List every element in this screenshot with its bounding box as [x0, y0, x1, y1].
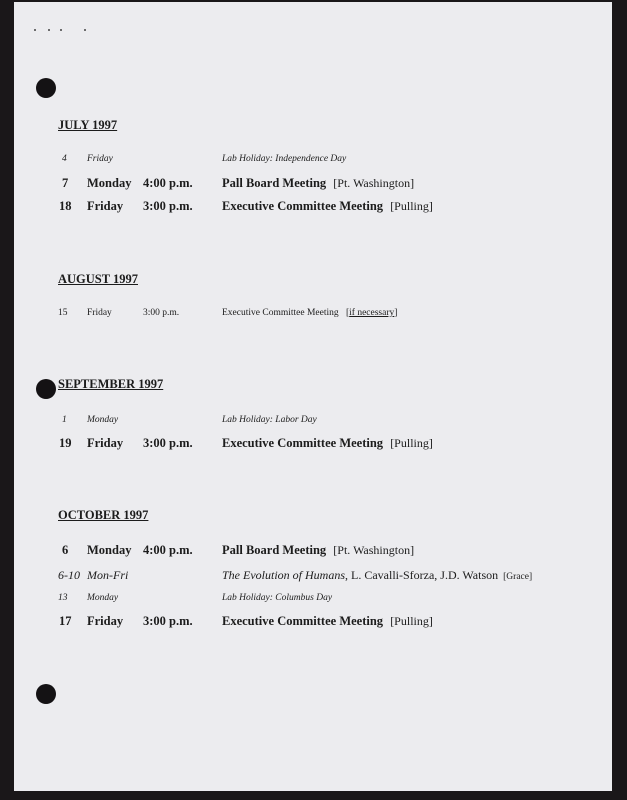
- month-heading-august: AUGUST 1997: [58, 272, 138, 286]
- entry-day: 15: [58, 308, 68, 318]
- entry-event-title: Executive Committee Meeting: [222, 199, 384, 213]
- entry-time: 4:00 p.m.: [143, 543, 193, 557]
- entry-time: 3:00 p.m.: [143, 308, 180, 318]
- entry-event-title: Executive Committee Meeting: [222, 308, 339, 318]
- entry-event: Lab Holiday: Columbus Day: [222, 593, 333, 603]
- entry-event: [222, 176, 414, 191]
- scan-speck: [34, 29, 36, 31]
- entry-weekday: Monday: [87, 543, 132, 557]
- entry-note: [Grace]: [503, 572, 533, 582]
- entry-time: 3:00 p.m.: [143, 199, 193, 213]
- entry-event-title: Executive Committee Meeting: [222, 614, 384, 628]
- entry-note-open: [: [345, 308, 350, 318]
- entry-note: [Pt. Washington]: [333, 176, 415, 190]
- entry-event-title: Pall Board Meeting: [222, 543, 327, 557]
- entry-weekday: Friday: [87, 614, 124, 628]
- entry-time: 4:00 p.m.: [143, 176, 193, 190]
- month-heading-september: SEPTEMBER 1997: [58, 377, 164, 391]
- entry-weekday: Mon-Fri: [87, 568, 129, 582]
- entry-weekday: Monday: [87, 176, 132, 190]
- entry-event: [222, 199, 433, 214]
- entry-note: [Pt. Washington]: [333, 543, 415, 557]
- entry-event: [222, 614, 433, 629]
- entry-day: 6-10: [58, 568, 80, 582]
- month-heading-october: OCTOBER 1997: [58, 508, 149, 522]
- entry-day: 7: [62, 176, 69, 190]
- entry-event: [222, 568, 532, 583]
- entry-day: 1: [62, 415, 67, 425]
- entry-day: 4: [62, 154, 67, 164]
- entry-weekday: Friday: [87, 436, 124, 450]
- entry-note-close: ]: [394, 308, 398, 318]
- entry-weekday: Monday: [87, 415, 119, 425]
- entry-event: [222, 308, 397, 318]
- entry-event: [222, 543, 414, 558]
- entry-day: 13: [58, 593, 68, 603]
- document-page: [14, 2, 612, 791]
- entry-weekday: Monday: [87, 593, 119, 603]
- entry-event: Lab Holiday: Independence Day: [222, 154, 347, 164]
- scan-speck: [84, 29, 86, 31]
- entry-weekday: Friday: [87, 199, 124, 213]
- entry-note: [Pulling]: [390, 199, 433, 213]
- entry-event: Lab Holiday: Labor Day: [222, 415, 317, 425]
- entry-day: 18: [59, 199, 72, 213]
- entry-time: 3:00 p.m.: [143, 436, 193, 450]
- entry-event-title: Pall Board Meeting: [222, 176, 327, 190]
- scan-speck: [48, 29, 50, 31]
- entry-note: [Pulling]: [390, 436, 433, 450]
- entry-weekday: Friday: [87, 154, 113, 164]
- entry-weekday: Friday: [87, 308, 112, 318]
- punch-hole-bottom: [36, 684, 56, 704]
- entry-day: 17: [59, 614, 72, 628]
- entry-event-speakers: , L. Cavalli-Sforza, J.D. Watson: [345, 568, 499, 582]
- entry-day: 6: [62, 543, 69, 557]
- entry-time: 3:00 p.m.: [143, 614, 193, 628]
- punch-hole-middle: [36, 379, 56, 399]
- entry-event-title: The Evolution of Humans: [222, 568, 345, 582]
- entry-day: 19: [59, 436, 72, 450]
- entry-note: if necessary: [349, 308, 395, 318]
- month-heading-july: JULY 1997: [58, 118, 118, 132]
- entry-event-title: Executive Committee Meeting: [222, 436, 384, 450]
- entry-note: [Pulling]: [390, 614, 433, 628]
- entry-event: [222, 436, 433, 451]
- scan-speck: [60, 29, 62, 31]
- punch-hole-top: [36, 78, 56, 98]
